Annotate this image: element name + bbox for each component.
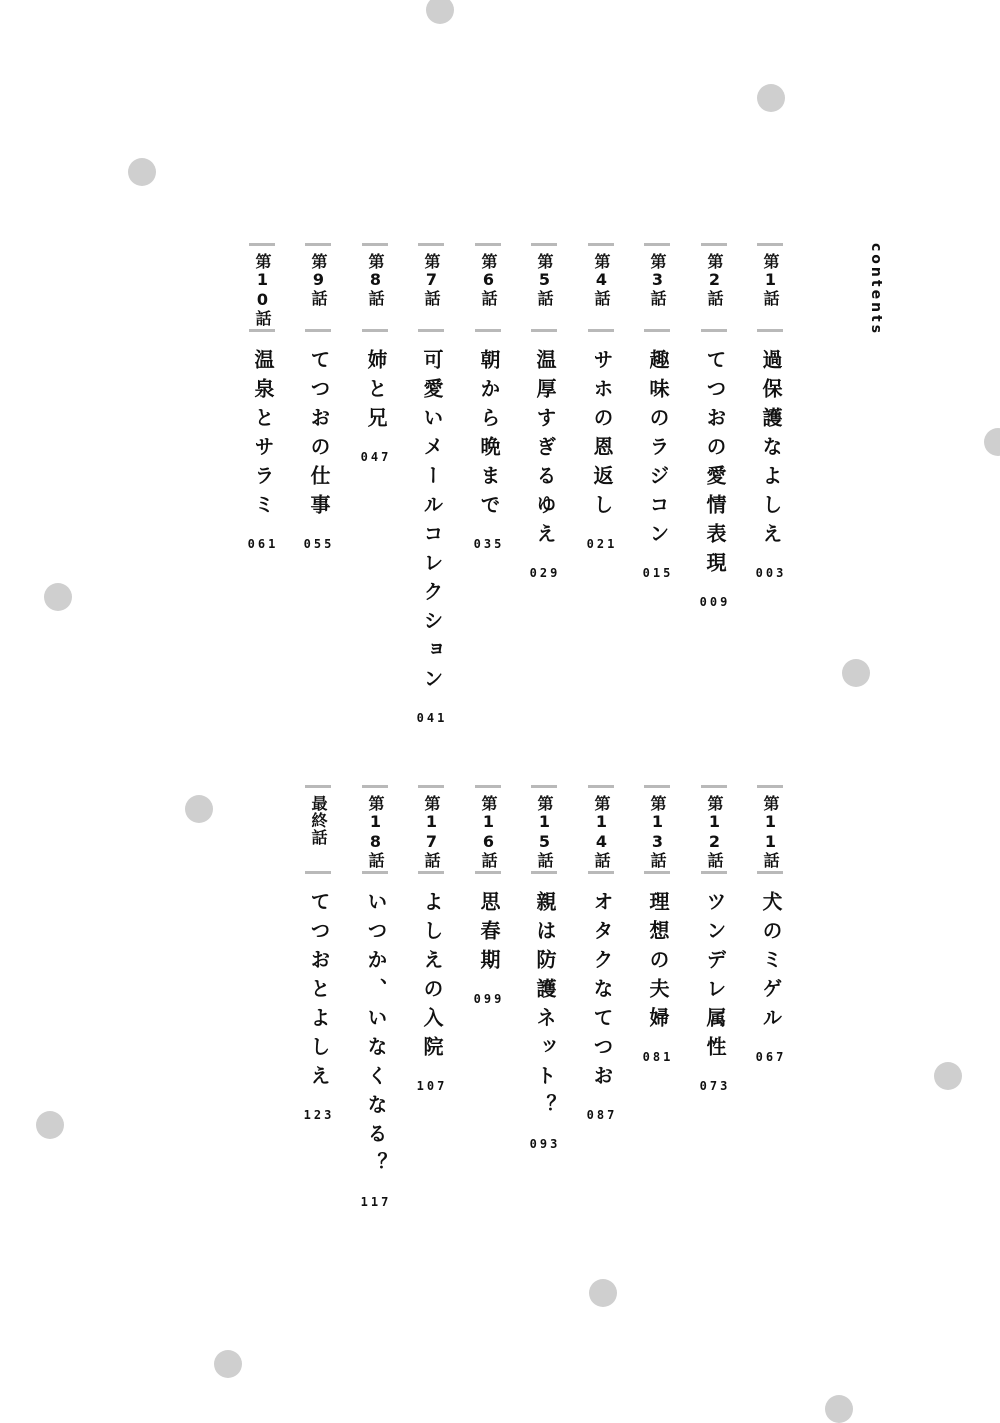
contents-heading: contents bbox=[868, 243, 884, 337]
decorative-dot bbox=[128, 158, 156, 186]
chapter-3 bbox=[642, 243, 674, 580]
decorative-dot bbox=[757, 84, 785, 112]
chapter-page: 093 bbox=[529, 1137, 561, 1151]
chapter-title: てつおとよしえ bbox=[307, 891, 331, 1094]
chapter-page: 035 bbox=[473, 537, 505, 551]
chapter-title: サホの恩返し bbox=[590, 349, 614, 523]
chapter-18 bbox=[360, 785, 392, 1209]
chapter-number: 第8話 bbox=[366, 253, 385, 307]
chapter-page: 055 bbox=[303, 537, 335, 551]
chapter-13 bbox=[642, 785, 674, 1064]
chapter-title: 犬のミゲル bbox=[759, 891, 783, 1036]
chapter-page: 073 bbox=[699, 1079, 731, 1093]
chapter-number: 第5話 bbox=[535, 253, 554, 307]
decorative-dot bbox=[44, 583, 72, 611]
chapter-number: 第7話 bbox=[422, 253, 441, 307]
chapter-12 bbox=[699, 785, 731, 1093]
chapter-page: 061 bbox=[247, 537, 279, 551]
decorative-dot bbox=[589, 1279, 617, 1307]
chapter-page: 047 bbox=[360, 450, 392, 464]
chapter-title: てつおの仕事 bbox=[307, 349, 331, 523]
chapter-number: 第6話 bbox=[479, 253, 498, 307]
chapter-15 bbox=[529, 785, 561, 1151]
chapter-page: 015 bbox=[642, 566, 674, 580]
chapter-title: 可愛いメールコレクション bbox=[420, 349, 444, 697]
chapter-page: 087 bbox=[586, 1108, 618, 1122]
chapter-number: 最終話 bbox=[309, 795, 328, 846]
chapter-page: 081 bbox=[642, 1050, 674, 1064]
chapter-number: 第11話 bbox=[761, 795, 780, 869]
chapter-title: 温泉とサラミ bbox=[251, 349, 275, 523]
chapter-page: 009 bbox=[699, 595, 731, 609]
chapter-8 bbox=[360, 243, 392, 464]
chapter-title: よしえの入院 bbox=[420, 891, 444, 1065]
chapter-title: いつか、いなくなる？ bbox=[364, 891, 388, 1181]
chapter-number: 第3話 bbox=[648, 253, 667, 307]
chapter-number: 第17話 bbox=[422, 795, 441, 869]
chapter-page: 067 bbox=[755, 1050, 787, 1064]
chapter-11 bbox=[755, 785, 787, 1064]
chapter-number: 第15話 bbox=[535, 795, 554, 869]
chapter-page: 099 bbox=[473, 992, 505, 1006]
decorative-dot bbox=[842, 659, 870, 687]
decorative-dot bbox=[36, 1111, 64, 1139]
chapter-5 bbox=[529, 243, 561, 580]
chapter-4 bbox=[586, 243, 618, 551]
chapter-number: 第18話 bbox=[366, 795, 385, 869]
chapter-number: 第9話 bbox=[309, 253, 328, 307]
decorative-dot bbox=[426, 0, 454, 24]
chapter-title: 朝から晩まで bbox=[477, 349, 501, 523]
chapter-page: 029 bbox=[529, 566, 561, 580]
chapter-6 bbox=[473, 243, 505, 551]
chapter-title: 趣味のラジコン bbox=[646, 349, 670, 552]
chapter-16 bbox=[473, 785, 505, 1006]
chapter-10 bbox=[247, 243, 279, 551]
decorative-dot bbox=[214, 1350, 242, 1378]
chapter-number: 第4話 bbox=[592, 253, 611, 307]
chapter-page: 003 bbox=[755, 566, 787, 580]
chapter-page: 041 bbox=[416, 711, 448, 725]
chapter-1 bbox=[755, 243, 787, 580]
chapter-number: 第13話 bbox=[648, 795, 667, 869]
chapter-page: 117 bbox=[360, 1195, 392, 1209]
chapter-number: 第12話 bbox=[705, 795, 724, 869]
chapter-title: オタクなてつお bbox=[590, 891, 614, 1094]
chapter-page: 107 bbox=[416, 1079, 448, 1093]
chapter-page: 123 bbox=[303, 1108, 335, 1122]
chapter-7 bbox=[416, 243, 448, 725]
chapter-2 bbox=[699, 243, 731, 609]
chapter-number: 第1話 bbox=[761, 253, 780, 307]
chapter-title: ツンデレ属性 bbox=[703, 891, 727, 1065]
decorative-dot bbox=[984, 428, 1000, 456]
chapter-title: 親は防護ネット？ bbox=[533, 891, 557, 1123]
chapter-number: 第14話 bbox=[592, 795, 611, 869]
chapter-17 bbox=[416, 785, 448, 1093]
chapter-9 bbox=[303, 243, 335, 551]
chapter-number: 第16話 bbox=[479, 795, 498, 869]
decorative-dot bbox=[185, 795, 213, 823]
chapter-number: 第10話 bbox=[253, 253, 272, 327]
chapter-title: 思春期 bbox=[477, 891, 501, 978]
chapter-14 bbox=[586, 785, 618, 1122]
chapter-title: 理想の夫婦 bbox=[646, 891, 670, 1036]
chapter-title: 姉と兄 bbox=[364, 349, 388, 436]
chapter-title: 温厚すぎるゆえ bbox=[533, 349, 557, 552]
chapter-number: 第2話 bbox=[705, 253, 724, 307]
chapter-title: てつおの愛情表現 bbox=[703, 349, 727, 581]
chapter-page: 021 bbox=[586, 537, 618, 551]
decorative-dot bbox=[934, 1062, 962, 1090]
chapter-title: 過保護なよしえ bbox=[759, 349, 783, 552]
chapter-final bbox=[303, 785, 335, 1122]
